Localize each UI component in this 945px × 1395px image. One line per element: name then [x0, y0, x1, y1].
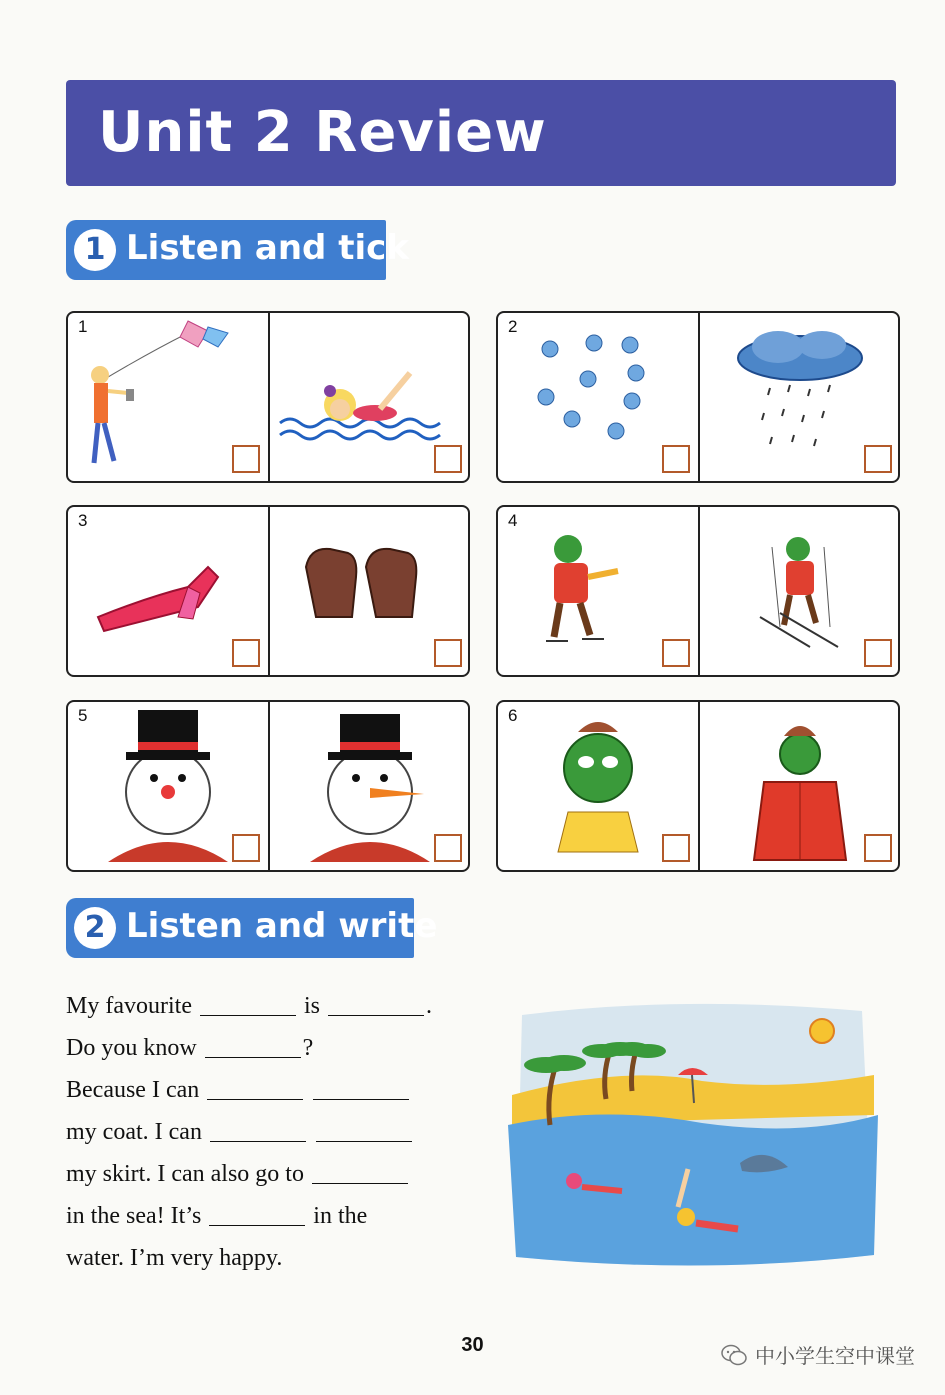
item-number: 6: [508, 706, 518, 725]
tick-box[interactable]: [434, 639, 462, 667]
text: my skirt. I can also go to: [66, 1161, 304, 1187]
item-4-option-a: [498, 507, 698, 675]
item-5-option-b: [270, 702, 470, 870]
beach-scene-image: [502, 995, 880, 1270]
answer-blank[interactable]: [205, 1033, 301, 1058]
tick-box[interactable]: [864, 834, 892, 862]
item-3: [66, 505, 470, 677]
tick-box[interactable]: [662, 445, 690, 473]
tick-box[interactable]: [864, 445, 892, 473]
wechat-icon: [721, 1344, 747, 1366]
tick-box[interactable]: [662, 639, 690, 667]
text-line: [66, 1153, 486, 1195]
item-3-option-a: [68, 507, 268, 675]
page-title: Unit 2 Review: [98, 100, 547, 165]
item-1-option-a: [68, 313, 268, 481]
text: in the sea! It’s: [66, 1203, 202, 1229]
answer-blank[interactable]: [207, 1075, 303, 1100]
item-number: 3: [78, 511, 88, 530]
answer-blank[interactable]: [316, 1117, 412, 1142]
item-number: 1: [78, 317, 88, 336]
item-2: [496, 311, 900, 483]
text: Because I can: [66, 1077, 200, 1103]
answer-blank[interactable]: [328, 991, 424, 1016]
item-2-option-a: [498, 313, 698, 481]
text-line: [66, 1195, 486, 1237]
text-line: [66, 985, 486, 1027]
item-1: [66, 311, 470, 483]
item-4-option-b: [700, 507, 900, 675]
watermark-text: 中小学生空中课堂: [755, 1344, 915, 1368]
text: my coat. I can: [66, 1119, 202, 1145]
answer-blank[interactable]: [312, 1159, 408, 1184]
section-2-header: [66, 898, 438, 958]
item-3-option-b: [270, 507, 470, 675]
text: ?: [302, 1035, 314, 1061]
item-6: [496, 700, 900, 872]
tick-box[interactable]: [434, 445, 462, 473]
tick-box[interactable]: [232, 445, 260, 473]
answer-blank[interactable]: [210, 1117, 306, 1142]
tick-box[interactable]: [662, 834, 690, 862]
section-2-number: 2: [74, 907, 116, 949]
item-5: [66, 700, 470, 872]
section-1-header: [66, 220, 409, 280]
page-number: 30: [461, 1334, 484, 1356]
item-number: 2: [508, 317, 518, 336]
section-2-label: Listen and write: [126, 906, 438, 946]
answer-blank[interactable]: [313, 1075, 409, 1100]
section-1-label: Listen and tick: [126, 228, 409, 268]
text-line: [66, 1069, 486, 1111]
item-6-option-a: [498, 702, 698, 870]
item-number: 4: [508, 511, 518, 530]
text-line: [66, 1237, 486, 1279]
watermark: [721, 1340, 915, 1369]
section-1-number: 1: [74, 229, 116, 271]
item-5-option-a: [68, 702, 268, 870]
text: Do you know: [66, 1035, 197, 1061]
text: water. I’m very happy.: [66, 1245, 283, 1271]
text: is: [303, 993, 320, 1019]
item-4: [496, 505, 900, 677]
tick-box[interactable]: [232, 834, 260, 862]
item-number: 5: [78, 706, 88, 725]
item-1-option-b: [270, 313, 470, 481]
answer-blank[interactable]: [209, 1201, 305, 1226]
text: in the: [313, 1203, 368, 1229]
text: .: [425, 993, 432, 1019]
text: My favourite: [66, 993, 192, 1019]
tick-box[interactable]: [434, 834, 462, 862]
text-line: [66, 1027, 486, 1069]
tick-box[interactable]: [232, 639, 260, 667]
answer-blank[interactable]: [200, 991, 296, 1016]
title-bar: [66, 80, 896, 186]
text-line: [66, 1111, 486, 1153]
listen-and-write-text: [66, 985, 486, 1279]
tick-box[interactable]: [864, 639, 892, 667]
item-6-option-b: [700, 702, 900, 870]
item-2-option-b: [700, 313, 900, 481]
